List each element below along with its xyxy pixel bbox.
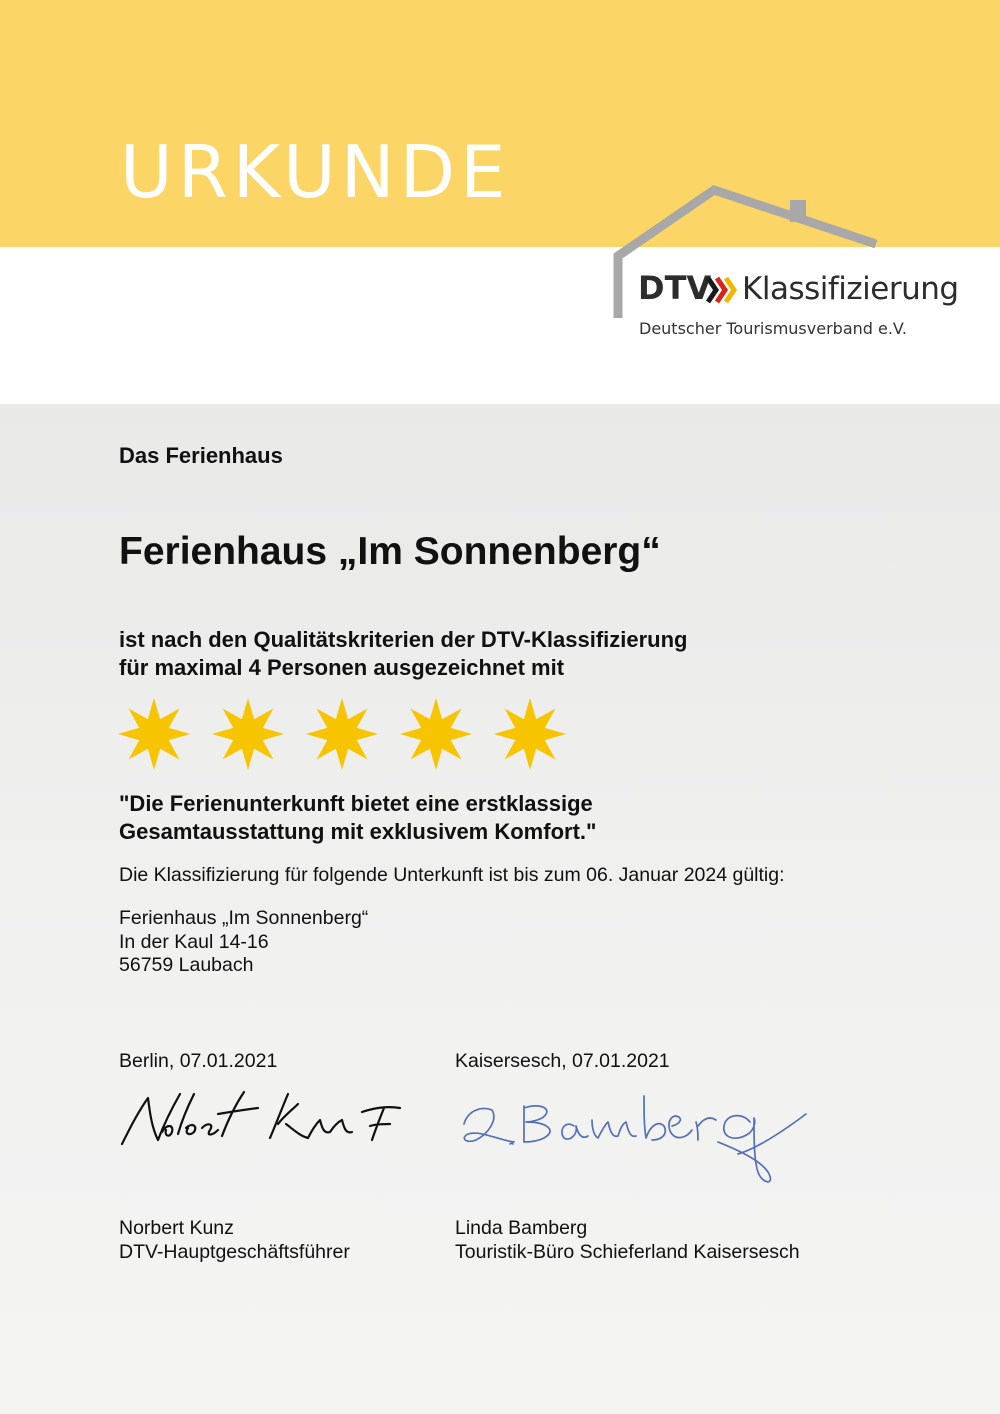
star-icon (494, 698, 566, 770)
property-address (119, 907, 368, 978)
signer-role: DTV-Hauptgeschäftsführer (119, 1241, 350, 1263)
address-street: In der Kaul 14-16 (119, 930, 269, 953)
logo-brand: DTV (638, 269, 712, 307)
signer-role: Touristik-Büro Schieferland Kaisersesch (455, 1241, 800, 1263)
quote-line: "Die Ferienunterkunft bietet eine erstklassige (119, 791, 593, 816)
chevron-arrows-icon (706, 276, 740, 304)
place-date-right: Kaisersesch, 07.01.2021 (455, 1050, 670, 1072)
address-city: 56759 Laubach (119, 954, 254, 976)
signer-name: Norbert Kunz (119, 1217, 234, 1239)
signature-linda-bamberg (458, 1080, 818, 1195)
signer-left (119, 1216, 350, 1264)
certificate-title: URKUNDE (120, 130, 511, 214)
signature-norbert-kunz (118, 1084, 408, 1154)
signer-name: Linda Bamberg (455, 1217, 588, 1239)
star-icon (212, 698, 284, 770)
signer-right (455, 1216, 800, 1264)
intro-text: Das Ferienhaus (119, 443, 283, 468)
place-date-left: Berlin, 07.01.2021 (119, 1050, 278, 1072)
dtv-logo (612, 180, 959, 345)
criteria-line: für maximal 4 Personen ausgezeichnet mit (119, 655, 565, 680)
logo-subtitle: Deutscher Tourismusverband e.V. (639, 319, 907, 338)
quote-line: Gesamtausstattung mit exklusivem Komfort." (119, 819, 597, 844)
star-icon (118, 698, 190, 770)
star-rating (116, 696, 576, 772)
rating-quote (119, 790, 596, 846)
property-name: Ferienhaus „Im Sonnenberg“ (119, 530, 661, 573)
star-icon (400, 698, 472, 770)
criteria-line: ist nach den Qualitätskriterien der DTV-Klassifizierung (119, 627, 688, 652)
validity-text: Die Klassifizierung für folgende Unterkunft ist bis zum 06. Januar 2024 gültig: (119, 864, 785, 886)
logo-name: Klassifizierung (742, 271, 959, 307)
star-icon (306, 698, 378, 770)
address-name: Ferienhaus „Im Sonnenberg“ (119, 907, 369, 929)
criteria-text (119, 626, 687, 682)
